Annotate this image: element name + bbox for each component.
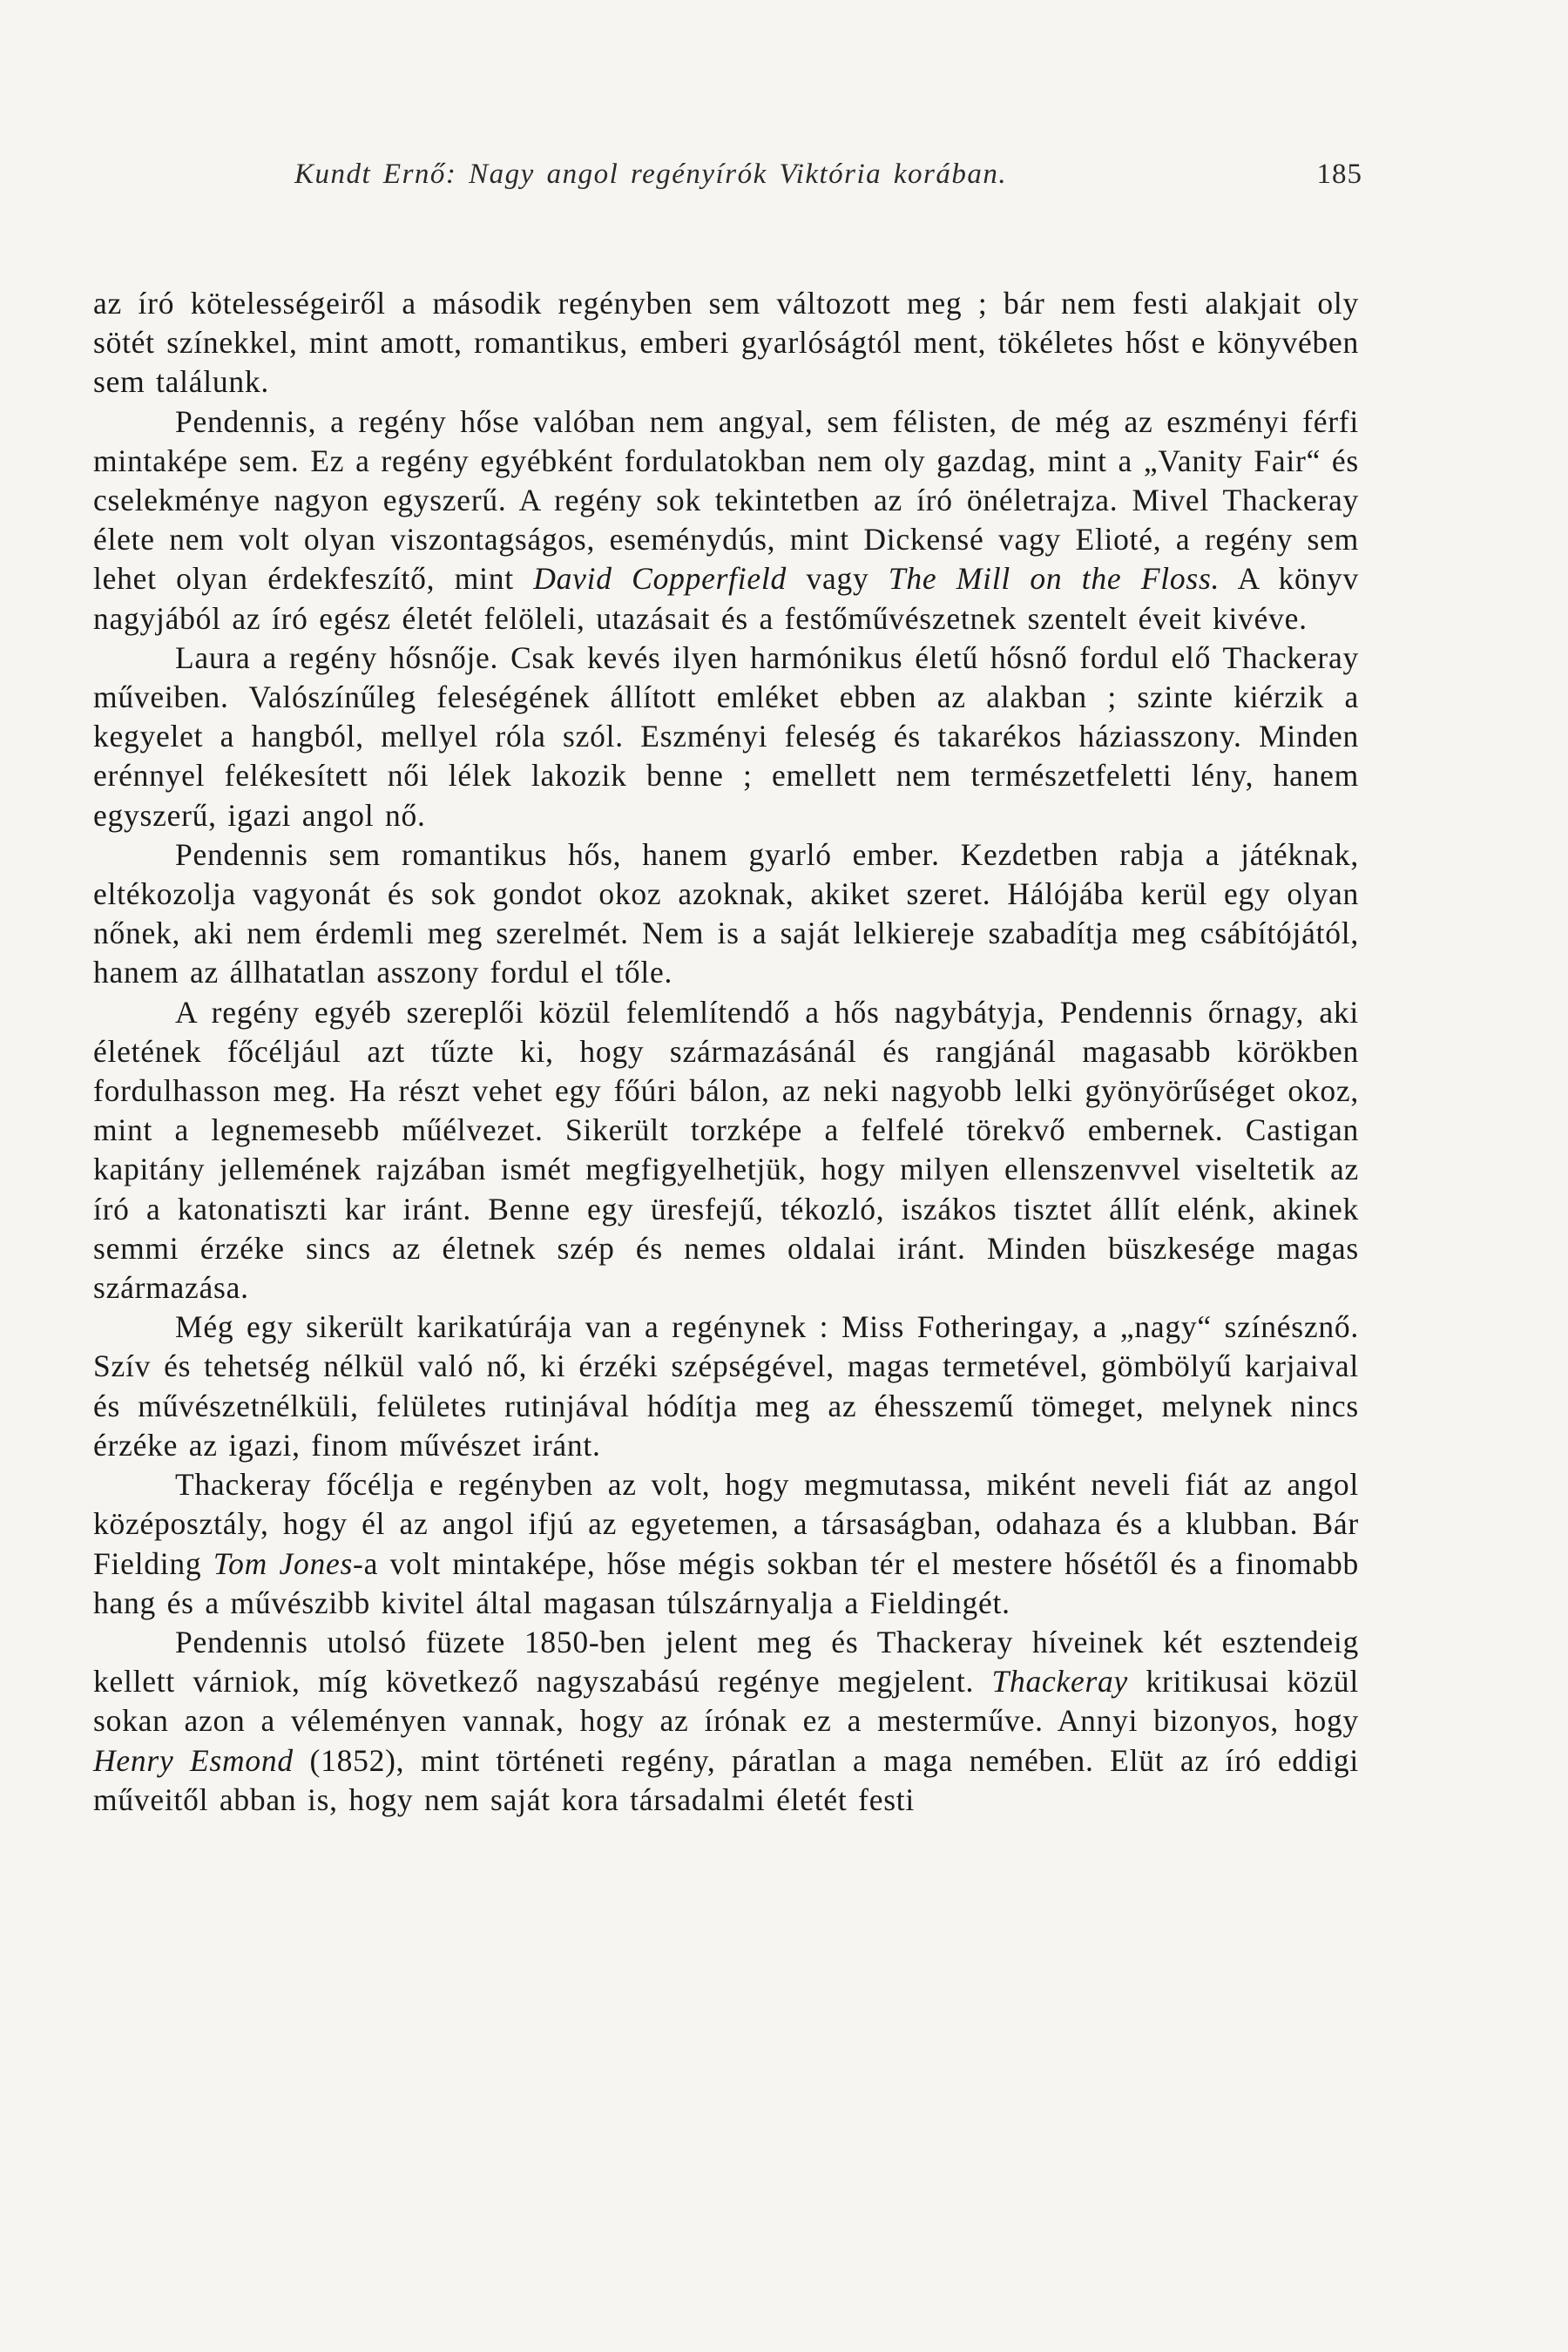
paragraph	[93, 993, 1359, 1308]
italic-title-text: Thackeray	[991, 1664, 1129, 1700]
paragraph	[93, 1623, 1359, 1820]
text-segment: Pendennis, a regény hőse valóban nem angyal, sem félisten, de még az eszményi férfi mintaképe sem. Ez a regény egyébként fordulatokban nem oly gazdag, mint a „Vanity Fair“ és cselekménye nagyon egyszerű. A regény sok tekintetben az író önéletrajza. Mivel Thackeray élete nem volt olyan viszontagságos, eseménydús, mint Dickensé vagy Elioté, a regény sem lehet olyan érdekfeszítő, mint	[93, 403, 1359, 597]
italic-title-text: Henry Esmond	[93, 1742, 294, 1778]
italic-title-text: Tom Jones	[213, 1545, 354, 1581]
paragraph	[93, 1465, 1359, 1623]
text-segment: Laura a regény hősnője. Csak kevés ilyen harmónikus életű hősnő fordul elő Thackeray műveiben. Valószínűleg feleségének állított emléket ebben az alakban ; szinte kiérzik a kegyelet a hangból, mellyel róla szól. Eszményi feleség és takarékos háziasszony. Minden erénnyel felékesített női lélek lakozik benne ; emellett nem természetfeletti lény, hanem egyszerű, igazi angol nő.	[93, 639, 1359, 833]
text-segment: A könyv nagyjából az író egész életét felöleli, utazásait és a festőművészetnek szentelt éveit kivéve.	[93, 561, 1359, 636]
paragraph	[93, 1308, 1359, 1465]
page-number: 185	[1316, 159, 1362, 190]
body-text	[93, 284, 1359, 1820]
text-segment: A regény egyéb szereplői közül felemlítendő a hős nagybátyja, Pendennis őrnagy, aki életének főcéljául azt tűzte ki, hogy származásánál és rangjánál magasabb körökben fordulhasson meg. Ha részt vehet egy főúri bálon, az neki nagyobb lelki gyönyörűséget okoz, mint a legnemesebb műélvezet. Sikerült torzképe a felfelé törekvő embernek. Castigan kapitány jellemének rajzában ismét megfigyelhetjük, hogy milyen ellenszenvvel viseltetik az író a katonatiszti kar iránt. Benne egy üresfejű, tékozló, iszákos tisztet állít elénk, akinek semmi érzéke sincs az életnek szép és nemes oldalai iránt. Minden büszkesége magas származása.	[93, 994, 1359, 1306]
paragraph	[93, 402, 1359, 639]
paragraph	[93, 835, 1359, 993]
text-segment: Thackeray főcélja e regényben az volt, hogy megmutassa, miként neveli fiát az angol középosztály, hogy él az angol ifjú az egyetemen, a társaságban, odahaza és a klubban. Bár Fielding	[93, 1467, 1359, 1581]
text-segment: Még egy sikerült karikatúrája van a regénynek : Miss Fotheringay, a „nagy“ színésznő. Szív és tehetség nélkül való nő, ki érzéki szépségével, magas termetével, gömbölyű karjaival és művészetnélküli, felületes rutinjával hódítja meg az éhesszemű tömeget, melynek nincs érzéke az igazi, finom művészet iránt.	[93, 1309, 1359, 1463]
text-segment: az író kötelességeiről a második regényben sem változott meg ; bár nem festi alakjait oly sötét színekkel, mint amott, romantikus, emberi gyarlóságtól ment, tökéletes hőst e könyvében sem találunk.	[93, 286, 1359, 400]
text-segment: Pendennis utolsó füzete 1850-ben jelent meg és Thackeray híveinek két esztendeig kellett várniok, míg következő nagyszabású regénye megjelent.	[93, 1624, 1359, 1700]
running-title: Kundt Ernő: Nagy angol regényírók Viktória korában.	[294, 159, 1008, 190]
running-header	[294, 148, 1394, 200]
text-segment: vagy	[787, 561, 889, 597]
italic-title-text: David Copperfield	[533, 561, 787, 597]
italic-title-text: The Mill on the Floss.	[888, 561, 1220, 597]
paragraph	[93, 284, 1359, 402]
text-segment: Pendennis sem romantikus hős, hanem gyarló ember. Kezdetben rabja a játéknak, eltékozolja vagyonát és sok gondot okoz azoknak, akiket szeret. Hálójába kerül egy olyan nőnek, aki nem érdemli meg szerelmét. Nem is a saját lelkiereje szabadítja meg csábítójától, hanem az állhatatlan asszony fordul el tőle.	[93, 836, 1359, 990]
text-segment: (1852), mint történeti regény, páratlan a maga nemében. Elüt az író eddigi műveitől abban is, hogy nem saját kora társadalmi életét festi	[93, 1742, 1359, 1817]
text-segment: -a volt mintaképe, hőse mégis sokban tér el mestere hősétől és a finomabb hang és a művészibb kivitel által magasan túlszárnyalja a Fieldingét.	[93, 1545, 1360, 1620]
paragraph	[93, 639, 1359, 835]
text-segment: kritikusai közül sokan azon a véleményen vannak, hogy az írónak ez a mesterműve. Annyi bizonyos, hogy	[93, 1664, 1359, 1739]
